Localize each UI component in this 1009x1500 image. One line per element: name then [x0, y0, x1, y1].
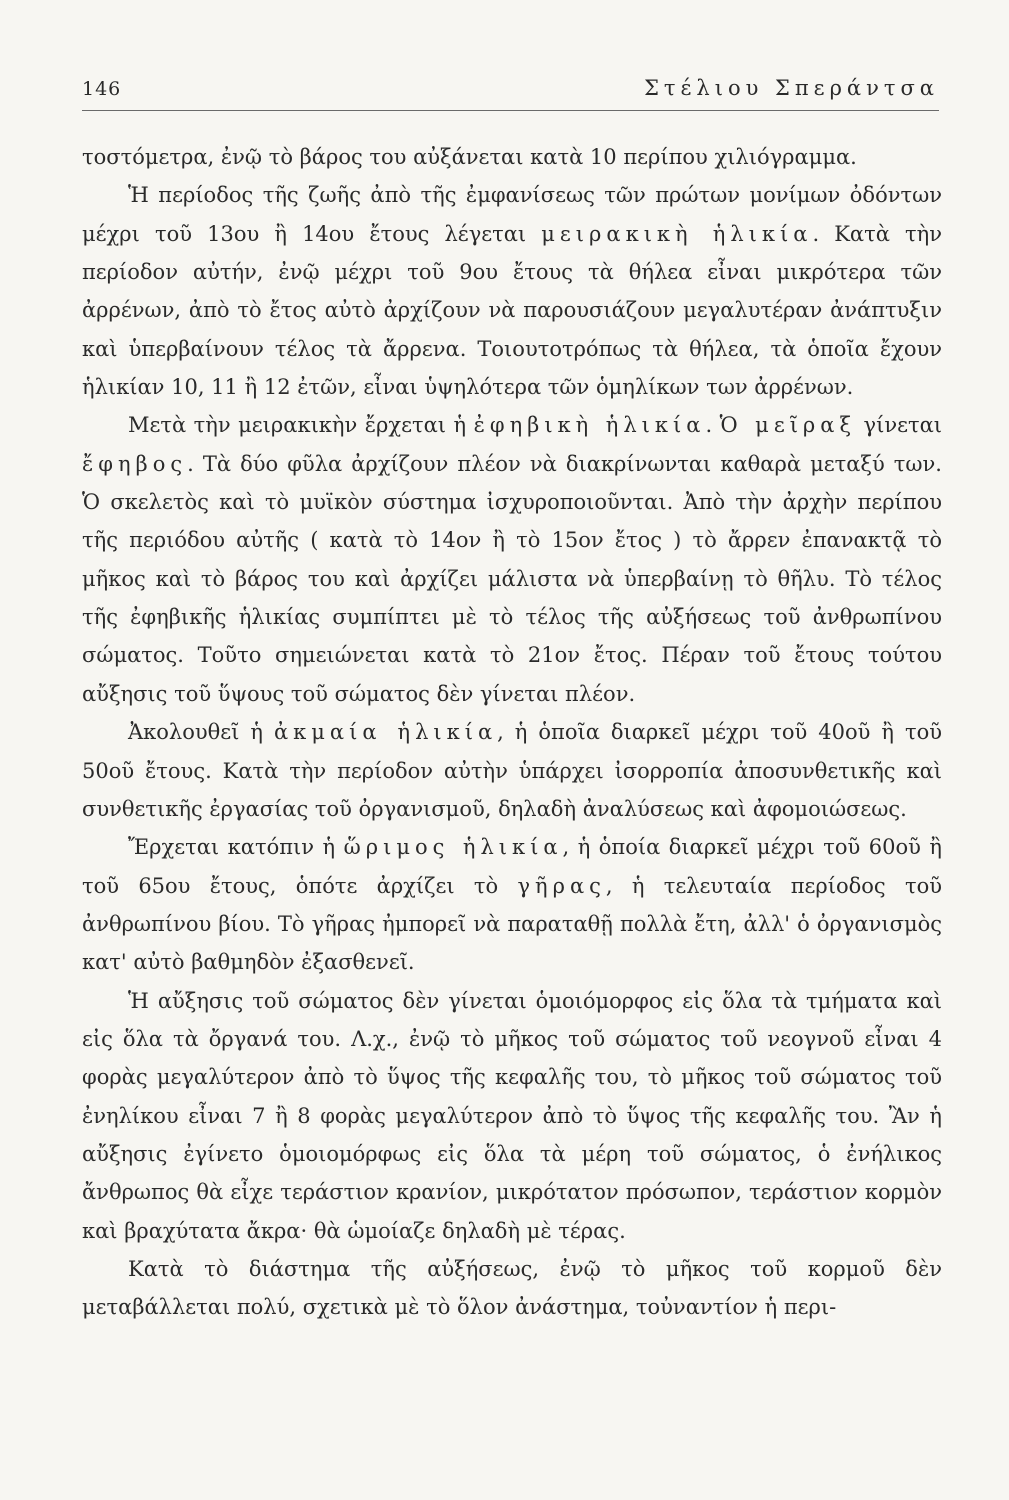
page-number: 146 [82, 78, 122, 100]
paragraph [82, 713, 942, 828]
body-text [82, 138, 942, 1327]
spaced-term: ἀκμαία ἡλικία [273, 720, 498, 745]
paragraph [82, 176, 942, 406]
text-run: . Κατὰ τὴν περίοδον αὐτήν, ἐνῷ μέχρι τοῦ 9ου ἔτους τὰ θήλεα εἶναι μικρότερα τῶν ἀρρένων, ἀπὸ τὸ ἔτος αὐτὸ ἀρχίζουν νὰ παρουσιάζουν μεγαλυτέραν ἀνάπτυξιν καὶ ὑπερβαίνουν τέλος τὰ ἄρρενα. Τοιουτοτρόπως τὰ θήλεα, τὰ ὁποῖα ἔχουν ἡλικίαν 10, 11 ἢ 12 ἐτῶν, εἶναι ὑψηλότερα τῶν ὁμηλίκων των ἀρρένων. [82, 221, 942, 400]
page-header [82, 66, 939, 111]
text-run: , ἡ ὁποῖα διαρκεῖ μέχρι τοῦ 40οῦ ἢ τοῦ 50οῦ ἔτους. Κατὰ τὴν περίοδον αὐτὴν ὑπάρχει ἰσορροπία ἀποσυνθετικῆς καὶ συνθετικῆς ἐργασίας τοῦ ὀργανισμοῦ, δηλαδὴ ἀναλύσεως καὶ ἀφομοιώσεως. [82, 720, 943, 821]
spaced-term: ὥριμος ἡλικία [343, 835, 563, 860]
paragraph [82, 406, 942, 713]
paragraph [82, 828, 942, 981]
text-run: Ἔρχεται κατόπιν ἡ [128, 835, 344, 860]
spaced-term: Ὁ μεῖραξ [719, 413, 857, 438]
paragraph [82, 982, 942, 1250]
text-run: , ἡ τελευταία περίοδος τοῦ ἀνθρωπίνου βίου. Τὸ γῆρας ἠμπορεῖ νὰ παραταθῇ πολλὰ ἔτη, ἀλλ' ὁ ὀργανισμὸς κατ' αὐτὸ βαθμηδὸν ἐξασθενεῖ. [82, 873, 942, 975]
text-run: Ἀκολουθεῖ ἡ [128, 720, 274, 745]
text-run: Μετὰ τὴν μειρακικὴν ἔρχεται ἡ [128, 413, 474, 438]
spaced-term: ἐφηβικὴ ἡλικία [473, 413, 706, 438]
running-head: Στέλιου Σπεράντσα [644, 76, 939, 100]
text-run: Κατὰ τὸ διάστημα τῆς αὐξήσεως, ἐνῷ τὸ μῆκος τοῦ κορμοῦ δὲν μεταβάλλεται πολύ, σχετικὰ μὲ τὸ ὅλον ἀνάστημα, τοὐναντίον ἡ περι- [82, 1256, 942, 1320]
text-run: . Τὰ δύο φῦλα ἀρχίζουν πλέον νὰ διακρίνωνται καθαρὰ μεταξύ των. Ὁ σκελετὸς καὶ τὸ μυϊκὸν σύστημα ἰσχυροποιοῦνται. Ἀπὸ τὴν ἀρχὴν περίπου τῆς περιόδου αὐτῆς ( κατὰ τὸ 14ον ἢ τὸ 15ον ἔτος ) τὸ ἄρρεν ἐπανακτᾷ τὸ μῆκος καὶ τὸ βάρος του καὶ ἀρχίζει μάλιστα νὰ ὑπερβαίνῃ τὸ θῆλυ. Τὸ τέλος τῆς ἐφηβικῆς ἡλικίας συμπίπτει μὲ τὸ τέλος τῆς αὐξήσεως τοῦ ἀνθρωπίνου σώματος. Τοῦτο σημειώνεται κατὰ τὸ 21ον ἔτος. Πέραν τοῦ ἔτους τούτου αὔξησις τοῦ ὕψους τοῦ σώματος δὲν γίνεται πλέον. [82, 451, 942, 706]
text-run: Ἡ αὔξησις τοῦ σώματος δὲν γίνεται ὁμοιόμορφος εἰς ὅλα τὰ τμήματα καὶ εἰς ὅλα τὰ ὄργανά του. Λ.χ., ἐνῷ τὸ μῆκος τοῦ σώματος τοῦ νεογνοῦ εἶναι 4 φορὰς μεγαλύτερον ἀπὸ τὸ ὕψος τῆς κεφαλῆς του, τὸ μῆκος τοῦ σώματος τοῦ ἐνηλίκου εἶναι 7 ἢ 8 φορὰς μεγαλύτερον ἀπὸ τὸ ὕψος τῆς κεφαλῆς του. Ἂν ἡ αὔξησις ἐγίνετο ὁμοιομόρφως εἰς ὅλα τὰ μέρη τοῦ σώματος, ὁ ἐνήλικος ἄνθρωπος θὰ εἶχε τεράστιον κρανίον, μικρότατον πρόσωπον, τεράστιον κορμὸν καὶ βραχύτατα ἄκρα· θὰ ὡμοίαζε δηλαδὴ μὲ τέρας. [82, 988, 942, 1243]
spaced-term: ἔφηβος [82, 451, 188, 476]
text-run: Ἡ περίοδος τῆς ζωῆς ἀπὸ τῆς ἐμφανίσεως τῶν πρώτων μονίμων ὀδόντων μέχρι τοῦ 13ου ἢ 14ου ἔτους λέγεται [82, 183, 942, 246]
text-run: γίνεται [856, 413, 942, 438]
text-run: . [705, 413, 720, 438]
spaced-term: γῆρας [517, 873, 606, 898]
text-run: τοστόμετρα, ἐνῷ τὸ βάρος του αὐξάνεται κατὰ 10 περίπου χιλιόγραμμα. [82, 145, 857, 169]
text-run: , ἡ ὁποία διαρκεῖ μέχρι τοῦ 60οῦ ἢ τοῦ 65ου ἔτους, ὁπότε ἀρχίζει τὸ [82, 835, 942, 898]
spaced-term: μειρακικὴ ἡλικία [541, 221, 813, 246]
paragraph [82, 1250, 942, 1327]
paragraph [82, 138, 942, 176]
